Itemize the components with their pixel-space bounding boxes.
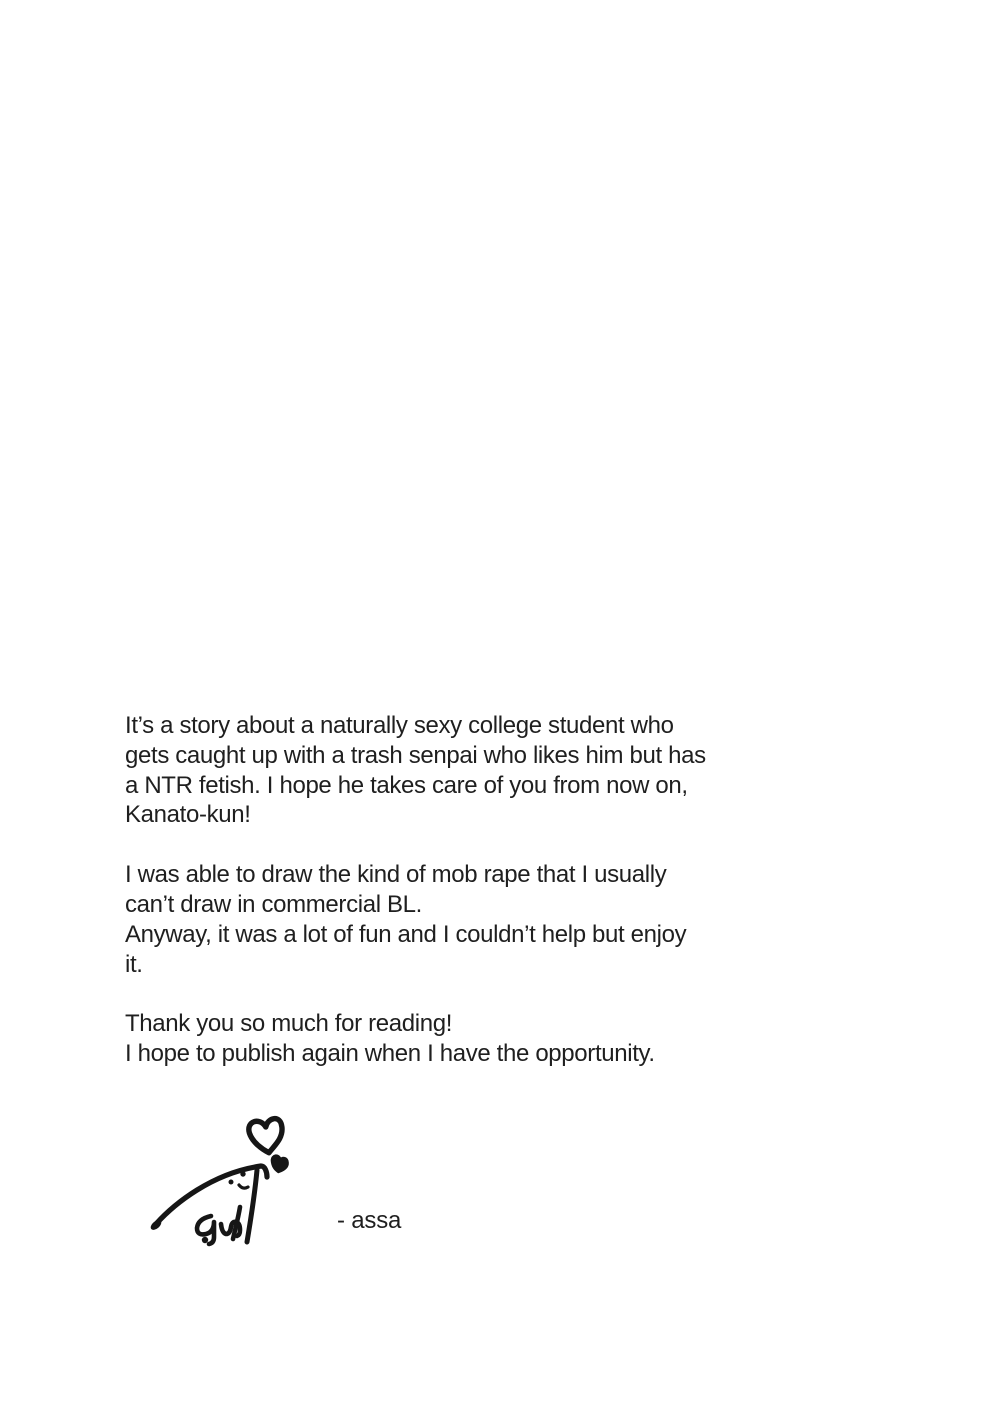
afterword-line: gets caught up with a trash senpai who likes him but has [125, 741, 706, 769]
afterword-line: it. [125, 950, 143, 978]
doodle-smile-stroke [239, 1185, 248, 1188]
afterword-line: Thank you so much for reading! [125, 1010, 453, 1038]
doodle-ink-dot [202, 1237, 208, 1243]
doodle-large-heart-icon [248, 1118, 285, 1155]
afterword-paragraph-3 [125, 1009, 845, 1069]
afterword-line: Kanato-kun! [125, 801, 251, 829]
doodle-small-heart-icon [269, 1154, 290, 1174]
doodle-eye-dot [229, 1180, 234, 1185]
artist-doodle-drawing [148, 1106, 318, 1256]
afterword-line: It’s a story about a naturally sexy college student who [125, 712, 674, 739]
afterword-line: a NTR fetish. I hope he takes care of you from now on, [125, 771, 688, 799]
doodle-eye-dot [240, 1171, 245, 1176]
artist-credit: - assa [337, 1207, 402, 1234]
doodle-creature-front-stroke [247, 1170, 257, 1242]
afterword-line: can’t draw in commercial BL. [125, 890, 422, 918]
afterword-line: Anyway, it was a lot of fun and I couldn’t help but enjoy [125, 920, 687, 948]
afterword-paragraph-1 [125, 711, 845, 830]
afterword-text-block [125, 711, 845, 1069]
afterword-line: I hope to publish again when I have the opportunity. [125, 1040, 655, 1068]
afterword-line: I was able to draw the kind of mob rape that I usually [125, 861, 667, 889]
afterword-paragraph-2 [125, 860, 845, 979]
